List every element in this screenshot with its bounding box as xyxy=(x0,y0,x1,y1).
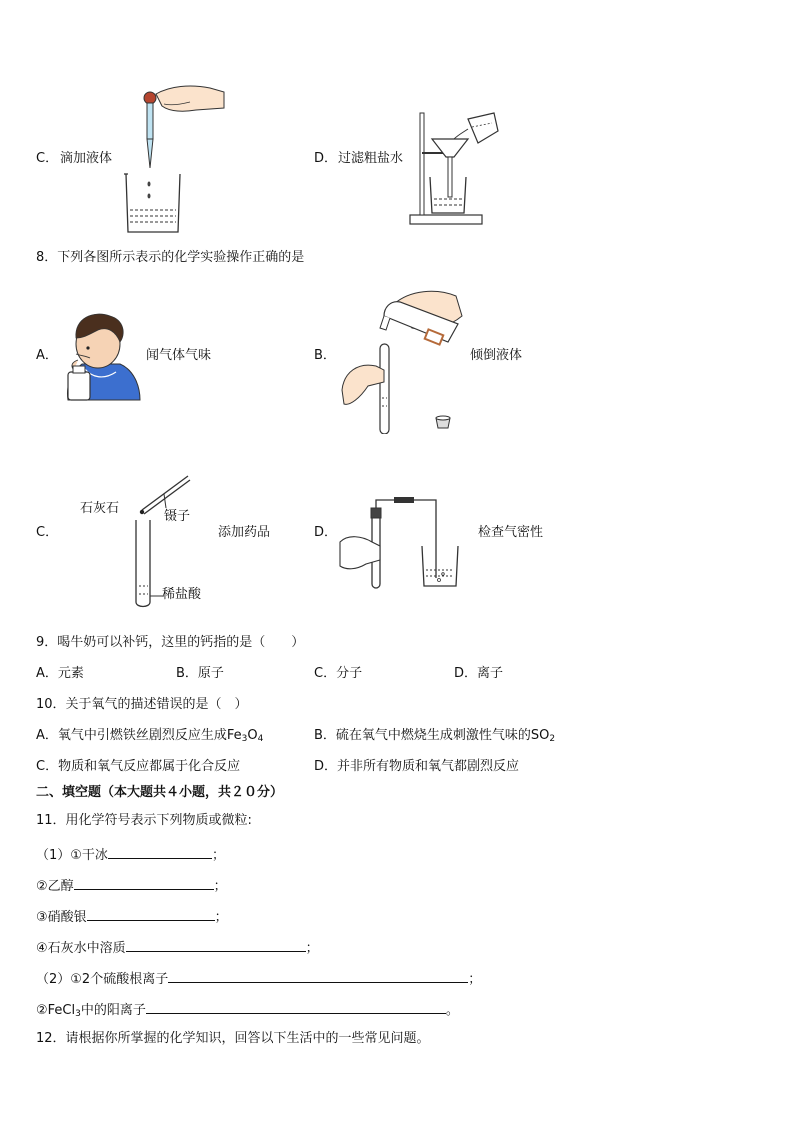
airtightness-figure xyxy=(338,494,468,590)
q12-stem: 12．请根据你所掌握的化学知识，回答以下生活中的一些常见问题。 xyxy=(36,1031,430,1046)
answer-blank[interactable] xyxy=(126,938,306,952)
dropper-beaker-figure xyxy=(118,82,228,234)
q10-option-a: A．氧气中引燃铁丝剧烈反应生成$Fe_3O_4$ xyxy=(36,728,264,744)
q7-option-c-text: 滴加液体 xyxy=(60,151,113,166)
q8-option-a-text: 闻气体气味 xyxy=(146,348,212,363)
q11-p2-1: （2）①2个硫酸根离子 ； xyxy=(36,969,481,988)
q11-p1-2: ②乙醇 ； xyxy=(36,876,227,895)
q8-option-c-letter: C． xyxy=(36,525,59,540)
q10-option-c: C．物质和氧气反应都属于化合反应 xyxy=(36,759,241,774)
q8-option-a-letter: A． xyxy=(36,348,58,363)
answer-blank[interactable] xyxy=(168,969,468,983)
q11-p1-1: （1）①干冰 ； xyxy=(36,845,225,864)
q7-option-d-text: 过滤粗盐水 xyxy=(338,151,404,166)
q11-p2-2: ②FeCl$_3$中的阳离子 。 xyxy=(36,1000,459,1019)
answer-blank[interactable] xyxy=(74,876,214,890)
q9-option-a: A．元素 xyxy=(36,666,84,681)
filtration-figure xyxy=(408,103,500,227)
q9-option-b: B．原子 xyxy=(176,666,224,681)
pouring-liquid-figure xyxy=(340,286,466,434)
answer-blank[interactable] xyxy=(87,907,215,921)
section-title: 二、填空题（本大题共４小题，共２０分） xyxy=(36,785,284,800)
q8-stem: 8．下列各图所示表示的化学实验操作正确的是 xyxy=(36,250,305,265)
tweezers-label: 镊子 xyxy=(164,509,191,524)
q10-option-d: D．并非所有物质和氧气都剧烈反应 xyxy=(314,759,520,774)
smelling-gas-figure xyxy=(64,308,144,402)
adding-reagent-figure xyxy=(128,474,194,610)
answer-blank[interactable] xyxy=(108,845,212,859)
q9-option-d: D．离子 xyxy=(454,666,504,681)
q11-p1-4: ④石灰水中溶质 ； xyxy=(36,938,319,957)
q8-option-b-letter: B． xyxy=(314,348,336,363)
q8-option-d-letter: D． xyxy=(314,525,338,540)
q9-stem: 9．喝牛奶可以补钙，这里的钙指的是（ ） xyxy=(36,635,305,650)
limestone-label: 石灰石 xyxy=(80,501,120,516)
q7-option-c-letter: C． xyxy=(36,151,59,166)
q11-p1-3: ③硝酸银 ； xyxy=(36,907,228,926)
dilute-hcl-label: 稀盐酸 xyxy=(162,587,202,602)
q7-option-d-letter: D． xyxy=(314,151,338,166)
q8-option-c-text: 添加药品 xyxy=(218,525,271,540)
q8-option-b-text: 倾倒液体 xyxy=(470,348,523,363)
q9-option-c: C．分子 xyxy=(314,666,363,681)
answer-blank[interactable] xyxy=(146,1000,446,1014)
q8-option-d-text: 检查气密性 xyxy=(478,525,544,540)
q11-stem: 11．用化学符号表示下列物质或微粒: xyxy=(36,813,252,828)
q10-option-b: B．硫在氧气中燃烧生成刺激性气味的$SO_2$ xyxy=(314,728,556,744)
q10-stem: 10．关于氧气的描述错误的是（ ） xyxy=(36,697,248,712)
